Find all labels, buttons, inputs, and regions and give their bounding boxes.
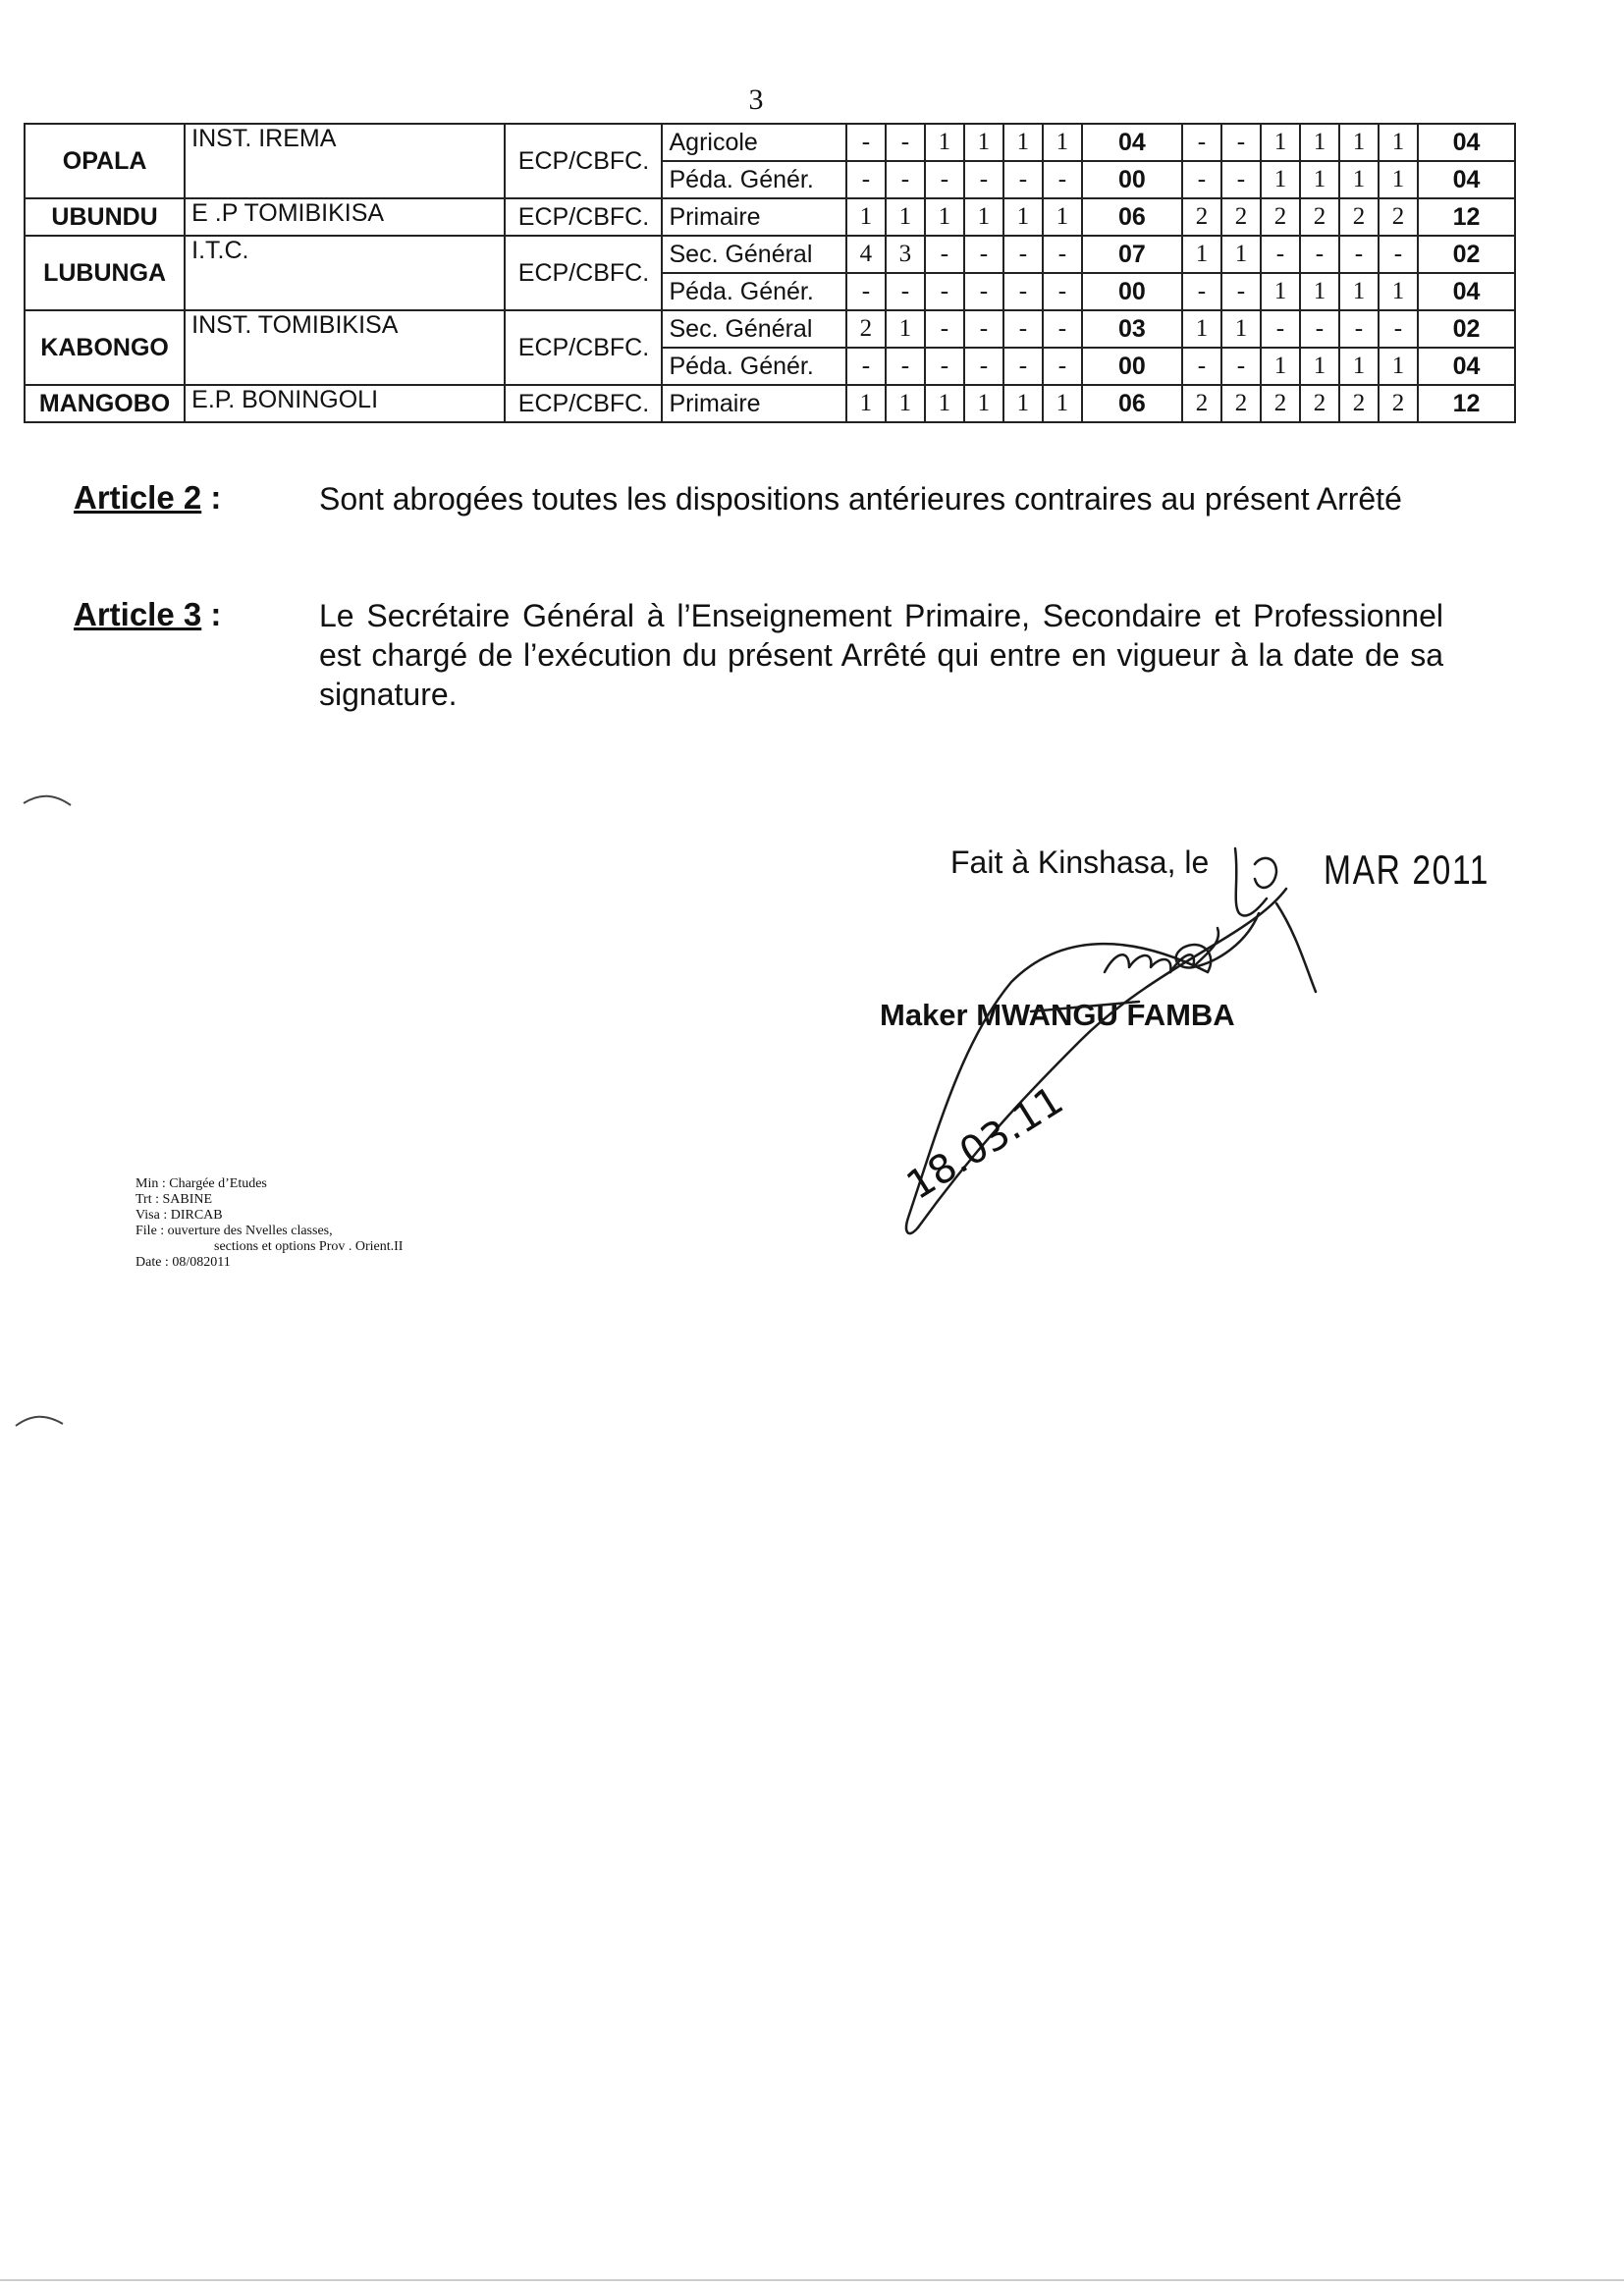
value-cell: - — [1043, 348, 1082, 385]
value-cell: - — [1043, 273, 1082, 310]
footer-date: Date : 08/082011 — [135, 1255, 231, 1270]
value-cell: 1 — [1003, 124, 1043, 161]
locality-cell: LUBUNGA — [25, 236, 185, 310]
article-2-label: Article 2 : — [74, 479, 222, 516]
place-date: Fait à Kinshasa, le — [950, 845, 1210, 880]
value-cell: - — [1221, 348, 1261, 385]
total-cell: 04 — [1418, 124, 1515, 161]
value-cell: - — [1339, 310, 1379, 348]
footer-min: Min : Chargée d’Etudes — [135, 1176, 267, 1191]
article-3-text: Le Secrétaire Général à l’Enseignement Primaire, Secondaire et Professionnel est chargé de l’exécution du présent Arrêté qui entre en vigueur à la date de sa signature. — [319, 598, 1443, 712]
value-cell: 1 — [1339, 161, 1379, 198]
value-cell: 1 — [1003, 198, 1043, 236]
value-cell: - — [1003, 348, 1043, 385]
value-cell: - — [1043, 236, 1082, 273]
value-cell: 2 — [1221, 385, 1261, 422]
value-cell: - — [925, 236, 964, 273]
value-cell: - — [1182, 273, 1221, 310]
signatory-name: Maker MWANGU FAMBA — [880, 998, 1235, 1032]
article-3-label: Article 3 : — [74, 596, 222, 632]
value-cell: - — [1043, 310, 1082, 348]
value-cell: - — [1182, 348, 1221, 385]
value-cell: 1 — [964, 385, 1003, 422]
value-cell: 2 — [1182, 385, 1221, 422]
value-cell: 1 — [1300, 348, 1339, 385]
value-cell: - — [1261, 236, 1300, 273]
value-cell: - — [886, 348, 925, 385]
table-row — [25, 236, 1515, 273]
table-row — [25, 385, 1515, 422]
table-row — [25, 124, 1515, 161]
value-cell: 1 — [1379, 273, 1418, 310]
value-cell: 1 — [1339, 124, 1379, 161]
total-cell: 06 — [1082, 198, 1182, 236]
value-cell: 1 — [846, 198, 886, 236]
value-cell: 1 — [1182, 236, 1221, 273]
value-cell: 1 — [1043, 124, 1082, 161]
school-cell: INST. TOMIBIKISA — [185, 310, 505, 385]
locality-cell: OPALA — [25, 124, 185, 198]
total-cell: 12 — [1418, 385, 1515, 422]
total-cell: 03 — [1082, 310, 1182, 348]
value-cell: 1 — [1379, 124, 1418, 161]
school-cell: I.T.C. — [185, 236, 505, 310]
value-cell: - — [846, 273, 886, 310]
value-cell: - — [1182, 124, 1221, 161]
value-cell: - — [846, 348, 886, 385]
value-cell: 3 — [886, 236, 925, 273]
option-cell: Péda. Génér. — [662, 161, 845, 198]
total-cell: 06 — [1082, 385, 1182, 422]
type-cell: ECP/CBFC. — [505, 385, 662, 422]
value-cell: - — [1043, 161, 1082, 198]
value-cell: 1 — [886, 385, 925, 422]
value-cell: 1 — [1300, 161, 1339, 198]
page-edge-line — [0, 2276, 1624, 2286]
footer-notes — [135, 1176, 403, 1271]
value-cell: - — [1261, 310, 1300, 348]
value-cell: - — [1300, 236, 1339, 273]
option-cell: Péda. Génér. — [662, 348, 845, 385]
type-cell: ECP/CBFC. — [505, 124, 662, 198]
value-cell: - — [964, 310, 1003, 348]
type-cell: ECP/CBFC. — [505, 310, 662, 385]
value-cell: 2 — [1379, 198, 1418, 236]
value-cell: 1 — [925, 385, 964, 422]
value-cell: - — [964, 236, 1003, 273]
locality-cell: KABONGO — [25, 310, 185, 385]
value-cell: - — [1003, 161, 1043, 198]
value-cell: - — [925, 310, 964, 348]
school-cell: INST. IREMA — [185, 124, 505, 198]
value-cell: 1 — [1339, 348, 1379, 385]
value-cell: 2 — [1379, 385, 1418, 422]
value-cell: 1 — [886, 310, 925, 348]
value-cell: 1 — [1043, 385, 1082, 422]
value-cell: 1 — [1379, 161, 1418, 198]
value-cell: 1 — [1261, 161, 1300, 198]
type-cell: ECP/CBFC. — [505, 236, 662, 310]
value-cell: 1 — [964, 198, 1003, 236]
total-cell: 04 — [1418, 161, 1515, 198]
locality-cell: MANGOBO — [25, 385, 185, 422]
value-cell: - — [1339, 236, 1379, 273]
value-cell: - — [964, 348, 1003, 385]
value-cell: - — [1221, 124, 1261, 161]
value-cell: 1 — [1379, 348, 1418, 385]
value-cell: - — [886, 161, 925, 198]
option-cell: Primaire — [662, 385, 845, 422]
scan-mark — [20, 786, 79, 815]
type-cell: ECP/CBFC. — [505, 198, 662, 236]
value-cell: - — [1182, 161, 1221, 198]
table-row — [25, 310, 1515, 348]
value-cell: - — [1003, 310, 1043, 348]
value-cell: 1 — [1182, 310, 1221, 348]
scan-mark — [12, 1406, 71, 1436]
value-cell: 1 — [1261, 273, 1300, 310]
handwritten-date: 18.03.11 — [898, 1077, 1072, 1209]
value-cell: - — [925, 161, 964, 198]
value-cell: 1 — [1300, 124, 1339, 161]
stamp-date: MAR 2011 — [1324, 846, 1490, 893]
option-cell: Sec. Général — [662, 310, 845, 348]
total-cell: 00 — [1082, 348, 1182, 385]
footer-file: File : ouverture des Nvelles classes, — [135, 1224, 333, 1238]
total-cell: 07 — [1082, 236, 1182, 273]
value-cell: - — [1221, 273, 1261, 310]
total-cell: 12 — [1418, 198, 1515, 236]
value-cell: 2 — [1339, 198, 1379, 236]
value-cell: 1 — [1300, 273, 1339, 310]
footer-visa: Visa : DIRCAB — [135, 1208, 223, 1223]
value-cell: - — [1379, 236, 1418, 273]
value-cell: - — [964, 161, 1003, 198]
value-cell: 1 — [886, 198, 925, 236]
value-cell: 1 — [964, 124, 1003, 161]
value-cell: 2 — [1339, 385, 1379, 422]
classes-table — [24, 123, 1516, 423]
value-cell: 4 — [846, 236, 886, 273]
total-cell: 04 — [1418, 273, 1515, 310]
value-cell: - — [1379, 310, 1418, 348]
page-number: 3 — [748, 83, 764, 116]
value-cell: 2 — [1261, 198, 1300, 236]
total-cell: 02 — [1418, 310, 1515, 348]
total-cell: 00 — [1082, 273, 1182, 310]
value-cell: - — [886, 273, 925, 310]
value-cell: - — [846, 124, 886, 161]
value-cell: - — [886, 124, 925, 161]
option-cell: Agricole — [662, 124, 845, 161]
value-cell: - — [1003, 236, 1043, 273]
value-cell: 1 — [1221, 310, 1261, 348]
option-cell: Primaire — [662, 198, 845, 236]
value-cell: 2 — [1261, 385, 1300, 422]
value-cell: - — [925, 273, 964, 310]
footer-trt: Trt : SABINE — [135, 1192, 213, 1207]
value-cell: - — [925, 348, 964, 385]
option-cell: Sec. Général — [662, 236, 845, 273]
value-cell: 1 — [1003, 385, 1043, 422]
value-cell: 2 — [1300, 198, 1339, 236]
value-cell: 2 — [1300, 385, 1339, 422]
value-cell: 2 — [1221, 198, 1261, 236]
school-cell: E.P. BONINGOLI — [185, 385, 505, 422]
value-cell: - — [1300, 310, 1339, 348]
value-cell: 2 — [1182, 198, 1221, 236]
footer-file-continued: sections et options Prov . Orient.II — [214, 1239, 404, 1254]
value-cell: - — [846, 161, 886, 198]
value-cell: 1 — [1261, 348, 1300, 385]
value-cell: - — [964, 273, 1003, 310]
total-cell: 00 — [1082, 161, 1182, 198]
option-cell: Péda. Génér. — [662, 273, 845, 310]
value-cell: 1 — [925, 124, 964, 161]
value-cell: 1 — [846, 385, 886, 422]
value-cell: 1 — [1339, 273, 1379, 310]
value-cell: - — [1003, 273, 1043, 310]
locality-cell: UBUNDU — [25, 198, 185, 236]
total-cell: 02 — [1418, 236, 1515, 273]
value-cell: 2 — [846, 310, 886, 348]
school-cell: E .P TOMIBIKISA — [185, 198, 505, 236]
value-cell: 1 — [1043, 198, 1082, 236]
value-cell: - — [1221, 161, 1261, 198]
value-cell: 1 — [925, 198, 964, 236]
article-2-text: Sont abrogées toutes les dispositions antérieures contraires au présent Arrêté — [319, 481, 1402, 517]
total-cell: 04 — [1082, 124, 1182, 161]
total-cell: 04 — [1418, 348, 1515, 385]
value-cell: 1 — [1261, 124, 1300, 161]
value-cell: 1 — [1221, 236, 1261, 273]
table-row — [25, 198, 1515, 236]
